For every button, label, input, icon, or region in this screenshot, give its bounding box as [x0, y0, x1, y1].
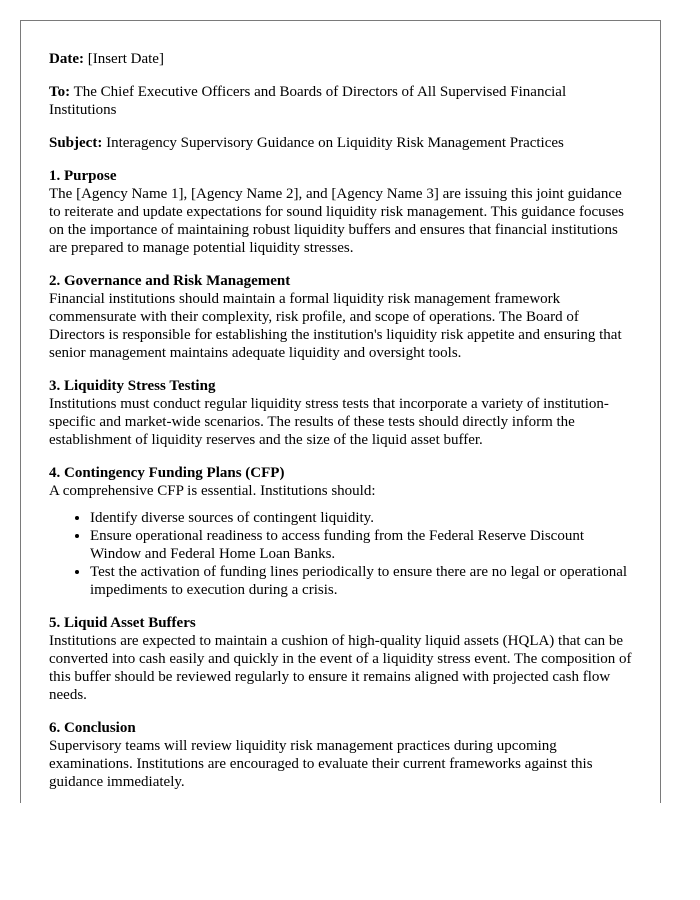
section-liquid-asset-buffers: [49, 614, 634, 704]
section-body: Institutions must conduct regular liquidity stress tests that incorporate a variety of institution-specific and market-wide scenarios. The results of these tests should directly inform the establishment of liquidity reserves and the size of the liquid asset buffer.: [49, 396, 609, 448]
section-governance: [49, 272, 634, 362]
memo-to: [49, 83, 634, 119]
section-heading: 1. Purpose: [49, 168, 117, 184]
memo-content: [49, 50, 634, 803]
section-heading: 2. Governance and Risk Management: [49, 273, 291, 289]
list-item: • Identify diverse sources of contingent liquidity.: [90, 509, 634, 527]
section-body: The [Agency Name 1], [Agency Name 2], and [Agency Name 3] are issuing this joint guidance to reiterate and update expectations for sound liquidity risk management. This guidance focuses on the importance of maintaining robust liquidity buffers and ensures that financial institutions are prepared to manage potential liquidity stresses.: [49, 186, 624, 256]
section-purpose: [49, 167, 634, 257]
subject-value: Interagency Supervisory Guidance on Liquidity Risk Management Practices: [106, 135, 564, 151]
cfp-bullet-list: [49, 509, 634, 599]
section-body: A comprehensive CFP is essential. Institutions should:: [49, 483, 376, 499]
memo-page: [20, 20, 661, 803]
date-value: [Insert Date]: [87, 51, 164, 67]
section-heading: 3. Liquidity Stress Testing: [49, 378, 216, 394]
section-heading: 5. Liquid Asset Buffers: [49, 615, 196, 631]
subject-label: Subject:: [49, 135, 103, 151]
to-label: To:: [49, 84, 71, 100]
to-value: The Chief Executive Officers and Boards of Directors of All Supervised Financial Institutions: [49, 84, 567, 118]
section-heading: 4. Contingency Funding Plans (CFP): [49, 465, 285, 481]
section-body: Financial institutions should maintain a formal liquidity risk management framework commensurate with their complexity, risk profile, and scope of operations. The Board of Directors is responsible for establishing the institution's liquidity risk appetite and ensuring that senior management maintains adequate liquidity and oversight tools.: [49, 291, 622, 361]
memo-subject: [49, 134, 634, 152]
section-body: Supervisory teams will review liquidity risk management practices during upcoming examinations. Institutions are encouraged to evaluate their current frameworks against this guidance immediately.: [49, 738, 593, 790]
date-label: Date:: [49, 51, 84, 67]
section-body: Institutions are expected to maintain a cushion of high-quality liquid assets (HQLA) that can be converted into cash easily and quickly in the event of a liquidity stress event. The composition of this buffer should be reviewed regularly to ensure it remains aligned with projected cash flow needs.: [49, 633, 632, 703]
list-item: • Test the activation of funding lines periodically to ensure there are no legal or operational impediments to execution during a crisis.: [90, 563, 634, 599]
section-heading: 6. Conclusion: [49, 720, 136, 736]
memo-date: [49, 50, 634, 68]
section-stress-testing: [49, 377, 634, 449]
section-contingency-funding: [49, 464, 634, 599]
list-item: • Ensure operational readiness to access funding from the Federal Reserve Discount Window and Federal Home Loan Banks.: [90, 527, 634, 563]
section-conclusion: [49, 719, 634, 791]
